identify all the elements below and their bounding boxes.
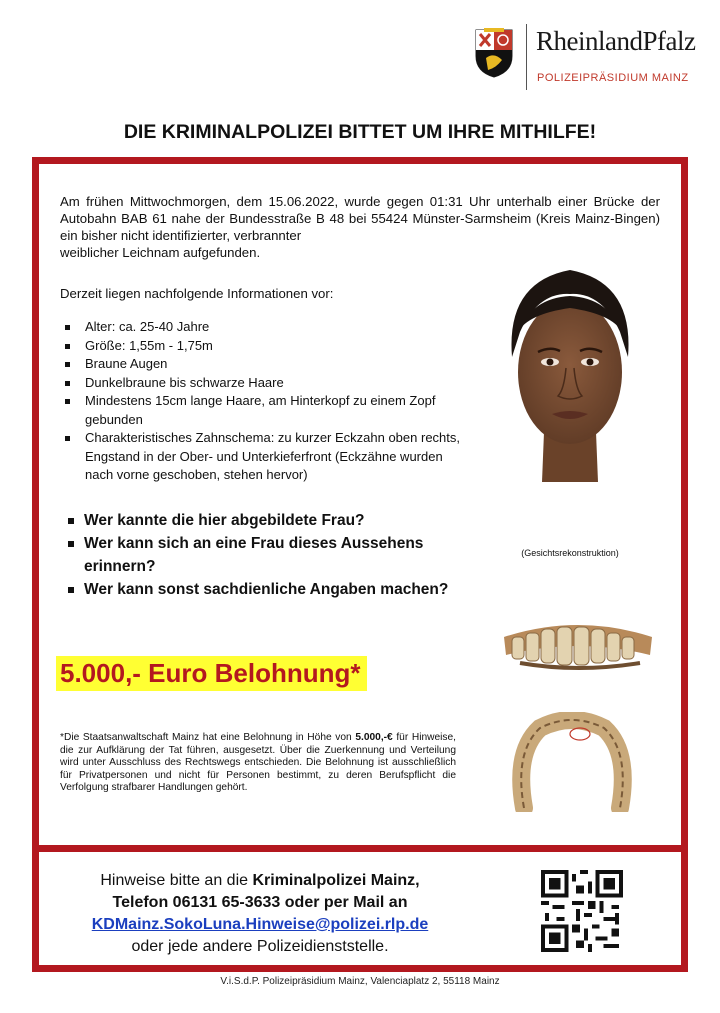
contact-phone: Telefon 06131 65-3633 oder per Mail an <box>112 894 408 911</box>
frame-separator <box>32 845 688 852</box>
intro-line-2: weiblicher Leichnam aufgefunden. <box>60 245 261 260</box>
fact-item: Größe: 1,55m - 1,75m <box>63 337 473 356</box>
footnote-text-end: für Hinweise, die zur Aufklärung der Tat führen, ausgesetzt. Über die Zuerkennung und Verteilung wird unter Ausschluss des Rechtswegs entschieden. Die Belohnung ist ausschließlich für Privatpersonen und nicht für Personen bestimmt, zu deren Berufspflicht die Verfolgung strafbarer Handlungen gehört. <box>60 732 456 794</box>
reward-banner: 5.000,- Euro Belohnung* <box>56 656 367 691</box>
contact-block <box>60 870 460 958</box>
fact-item: Mindestens 15cm lange Haare, am Hinterkopf zu einem Zopf gebunden <box>63 392 473 429</box>
logo-divider <box>526 24 527 90</box>
intro-paragraph <box>60 193 660 261</box>
fact-item: Alter: ca. 25-40 Jahre <box>63 318 473 337</box>
contact-line-1 <box>60 870 460 892</box>
face-caption: (Gesichtsrekonstruktion) <box>521 548 619 558</box>
info-title: Derzeit liegen nachfolgende Informationen vor: <box>60 286 334 301</box>
fact-item: Charakteristisches Zahnschema: zu kurzer Eckzahn oben rechts, Engstand in der Ober- und Unterkieferfront (Eckzähne wurden nach vorne geschoben, stehen hervor) <box>63 429 473 485</box>
question-item: Wer kann sich an eine Frau dieses Aussehens erinnern? <box>66 532 486 578</box>
teeth-front-image <box>500 607 656 677</box>
imprint: V.i.S.d.P. Polizeipräsidium Mainz, Valenciaplatz 2, 55118 Mainz <box>220 976 500 987</box>
coat-of-arms-icon <box>474 28 514 78</box>
reward-footnote <box>60 732 456 795</box>
contact-intro: Hinweise bitte an die <box>100 872 253 889</box>
logo-brand-text: RheinlandPfalz <box>536 26 696 56</box>
face-reconstruction-image <box>492 262 648 482</box>
intro-line-1: Am frühen Mittwochmorgen, dem 15.06.2022, wurde gegen 01:31 Uhr unterhalb einer Brücke der Autobahn BAB 61 nahe der Bundesstraße B 48 bei 55424 Münster-Sarmsheim (Kreis Mainz-Bingen) ein bisher nicht identifizierter, verbrannter <box>60 194 660 243</box>
qr-code[interactable] <box>541 870 623 952</box>
contact-email-link[interactable]: KDMainz.SokoLuna.Hinweise@polizei.rlp.de <box>91 916 429 933</box>
page-headline: DIE KRIMINALPOLIZEI BITTET UM IHRE MITHILFE! <box>123 121 597 143</box>
facts-list <box>63 318 473 485</box>
teeth-arch-image <box>510 712 634 812</box>
questions-list <box>66 509 486 601</box>
question-item: Wer kannte die hier abgebildete Frau? <box>66 509 486 532</box>
question-item: Wer kann sonst sachdienliche Angaben machen? <box>66 578 486 601</box>
logo-subtitle: POLIZEIPRÄSIDIUM MAINZ <box>537 72 689 84</box>
footnote-text-start: *Die Staatsanwaltschaft Mainz hat eine Belohnung in Höhe von <box>60 732 356 743</box>
fact-item: Braune Augen <box>63 355 473 374</box>
fact-item: Dunkelbraune bis schwarze Haare <box>63 374 473 393</box>
contact-other: oder jede andere Polizeidienststelle. <box>131 938 389 955</box>
state-logo <box>474 22 704 92</box>
contact-agency: Kriminalpolizei Mainz, <box>252 872 420 889</box>
footnote-amount: 5.000,-€ <box>355 732 393 743</box>
